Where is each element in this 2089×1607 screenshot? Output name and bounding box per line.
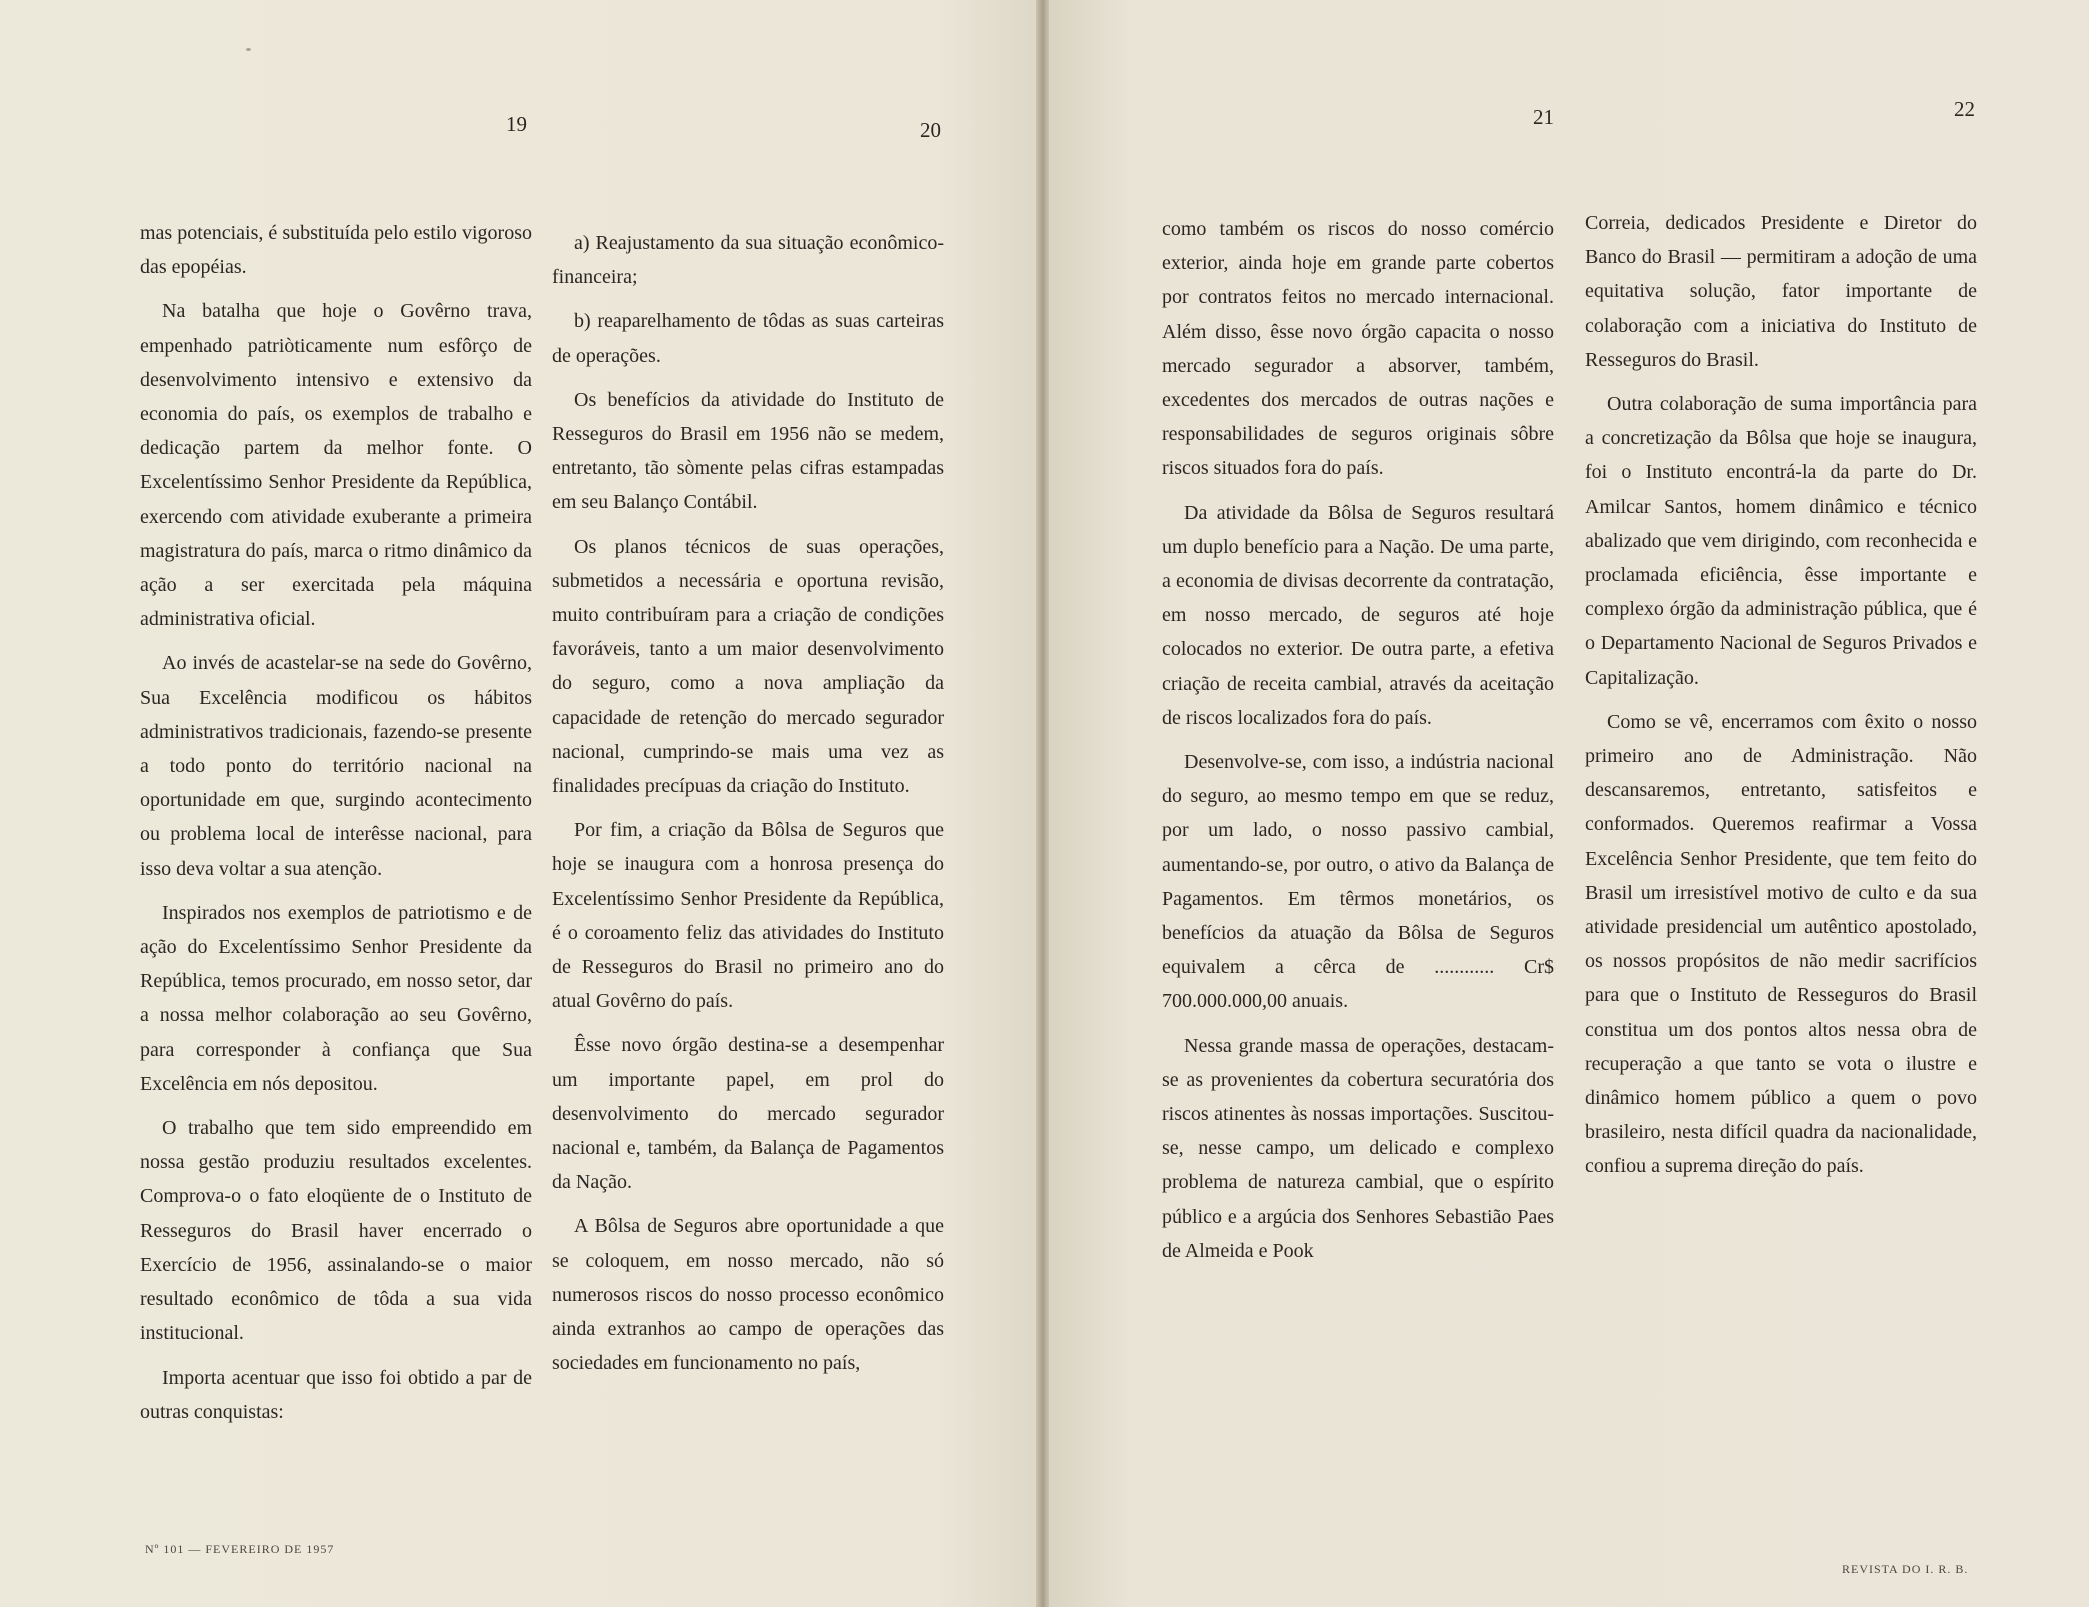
paragraph: O trabalho que tem sido empreendido em nossa gestão produziu resultados excelentes. Comprova-o o fato eloqüente de o Instituto de Resseguros do Brasil haver encerrado o Exercício de 1956, assinalando-se o maior resultado econômico de tôda a sua vida institucional. bbox=[140, 1117, 532, 1345]
paragraph: Por fim, a criação da Bôlsa de Seguros que hoje se inaugura com a honrosa presença do Excelentíssimo Senhor Presidente da República, é o coroamento feliz das atividades do Instituto de Resseguros do Brasil no primeiro ano do atual Govêrno do país. bbox=[552, 819, 944, 1013]
column-page-20 bbox=[552, 226, 944, 1391]
paragraph: Inspirados nos exemplos de patriotismo e de ação do Excelentíssimo Senhor Presidente da República, temos procurado, em nosso setor, dar a nossa melhor colaboração ao seu Govêrno, para corresponder à confiança que Sua Excelência em nós depositou. bbox=[140, 901, 532, 1095]
paragraph: Ao invés de acastelar-se na sede do Govêrno, Sua Excelência modificou os hábitos administrativos tradicionais, fazendo-se presente a todo ponto do território nacional na oportunidade em que, surgindo acontecimento ou problema local de interêsse nacional, para isso deva voltar a sua atenção. bbox=[140, 652, 532, 880]
paragraph: Importa acentuar que isso foi obtido a par de outras conquistas: bbox=[140, 1366, 532, 1423]
paragraph: mas potenciais, é substituída pelo estilo vigoroso das epopéias. bbox=[140, 222, 532, 279]
column-page-22 bbox=[1585, 206, 1977, 1194]
footer-issue: Nº 101 — FEVEREIRO DE 1957 bbox=[145, 1542, 335, 1556]
list-item: b) reaparelhamento de tôdas as suas carteiras de operações. bbox=[552, 310, 944, 367]
paragraph: Os planos técnicos de suas operações, submetidos a necessária e oportuna revisão, muito contribuíram para a criação de condições favoráveis, tanto a um maior desenvolvimento do seguro, como a nova ampliação da capacidade de retenção do mercado segurador nacional, cumprindo-se mais uma vez as finalidades precípuas da criação do Instituto. bbox=[552, 535, 944, 798]
paragraph: Êsse novo órgão destina-se a desempenhar um importante papel, em prol do desenvolvimento do mercado segurador nacional e, também, da Balança de Pagamentos da Nação. bbox=[552, 1034, 944, 1194]
ink-spot bbox=[246, 48, 251, 51]
page-number-22: 22 bbox=[1954, 97, 1975, 121]
footer-publication: REVISTA DO I. R. B. bbox=[1842, 1562, 1969, 1576]
paragraph: Nessa grande massa de operações, destacam-se as provenientes da cobertura securatória dos riscos atinentes às nossas importações. Suscitou-se, nesse campo, um delicado e complexo problema de natureza cambial, que o espírito público e a argúcia dos Senhores Sebastião Paes de Almeida e Pook bbox=[1162, 1034, 1554, 1262]
paragraph: Na batalha que hoje o Govêrno trava, empenhado patriòticamente num esfôrço de desenvolvimento intensivo e extensivo da economia do país, os exemplos de trabalho e dedicação partem da melhor fonte. O Excelentíssimo Senhor Presidente da República, exercendo com atividade exuberante a primeira magistratura do país, marca o ritmo dinâmico da ação a ser exercitada pela máquina administrativa oficial. bbox=[140, 300, 532, 631]
left-page bbox=[0, 0, 1040, 1607]
list-item: a) Reajustamento da sua situação econômico-financeira; bbox=[552, 232, 944, 289]
page-number-21: 21 bbox=[1533, 105, 1554, 129]
paragraph: A Bôlsa de Seguros abre oportunidade a que se coloquem, em nosso mercado, não só numerosos riscos do nosso processo econômico ainda extranhos ao campo de operações das sociedades em funcionamento no país, bbox=[552, 1215, 944, 1375]
page-number-19: 19 bbox=[506, 112, 527, 136]
column-page-19 bbox=[140, 216, 532, 1439]
paragraph: Desenvolve-se, com isso, a indústria nacional do seguro, ao mesmo tempo em que se reduz, por um lado, o nosso passivo cambial, aumentando-se, por outro, o ativo da Balança de Pagamentos. Em têrmos monetários, os benefícios da atuação da Bôlsa de Seguros equivalem a cêrca de ............ Cr$ 700.000.000,00 anuais. bbox=[1162, 751, 1554, 1013]
paragraph: como também os riscos do nosso comércio exterior, ainda hoje em grande parte cobertos por contratos feitos no mercado internacional. Além disso, êsse novo órgão capacita o nosso mercado segurador a absorver, também, excedentes dos mercados de outras nações e responsabilidades de seguros originais sôbre riscos situados fora do país. bbox=[1162, 218, 1554, 480]
right-page bbox=[1049, 0, 2089, 1607]
column-page-21 bbox=[1162, 212, 1554, 1278]
paragraph: Como se vê, encerramos com êxito o nosso primeiro ano de Administração. Não descansaremos, entretanto, satisfeitos e conformados. Queremos reafirmar a Vossa Excelência Senhor Presidente, que tem feito do Brasil um irresistível motivo de culto e da sua atividade presidencial um autêntico apostolado, os nossos propósitos de não medir sacrifícios para que o Instituto de Resseguros do Brasil constitua um dos pontos altos nessa obra de recuperação a que tanto se vota o ilustre e dinâmico homem público a quem o povo brasileiro, nesta difícil quadra da nacionalidade, confiou a suprema direção do país. bbox=[1585, 710, 1977, 1178]
paragraph: Os benefícios da atividade do Instituto de Resseguros do Brasil em 1956 não se medem, entretanto, tão sòmente pelas cifras estampadas em seu Balanço Contábil. bbox=[552, 388, 944, 514]
paragraph: Correia, dedicados Presidente e Diretor do Banco do Brasil — permitiram a adoção de uma equitativa solução, fator importante de colaboração com a iniciativa do Instituto de Resseguros do Brasil. bbox=[1585, 212, 1977, 371]
paragraph: Da atividade da Bôlsa de Seguros resultará um duplo benefício para a Nação. De uma parte, a economia de divisas decorrente da contratação, em nosso mercado, de seguros até hoje colocados no exterior. De outra parte, a efetiva criação de receita cambial, através da aceitação de riscos localizados fora do país. bbox=[1162, 501, 1554, 729]
paragraph: Outra colaboração de suma importância para a concretização da Bôlsa que hoje se inaugura, foi o Instituto encontrá-la da parte do Dr. Amilcar Santos, homem dinâmico e técnico abalizado que vem dirigindo, com reconhecida e proclamada eficiência, êsse importante e complexo órgão da administração pública, que é o Departamento Nacional de Seguros Privados e Capitalização. bbox=[1585, 393, 1977, 689]
page-number-20: 20 bbox=[920, 118, 941, 142]
